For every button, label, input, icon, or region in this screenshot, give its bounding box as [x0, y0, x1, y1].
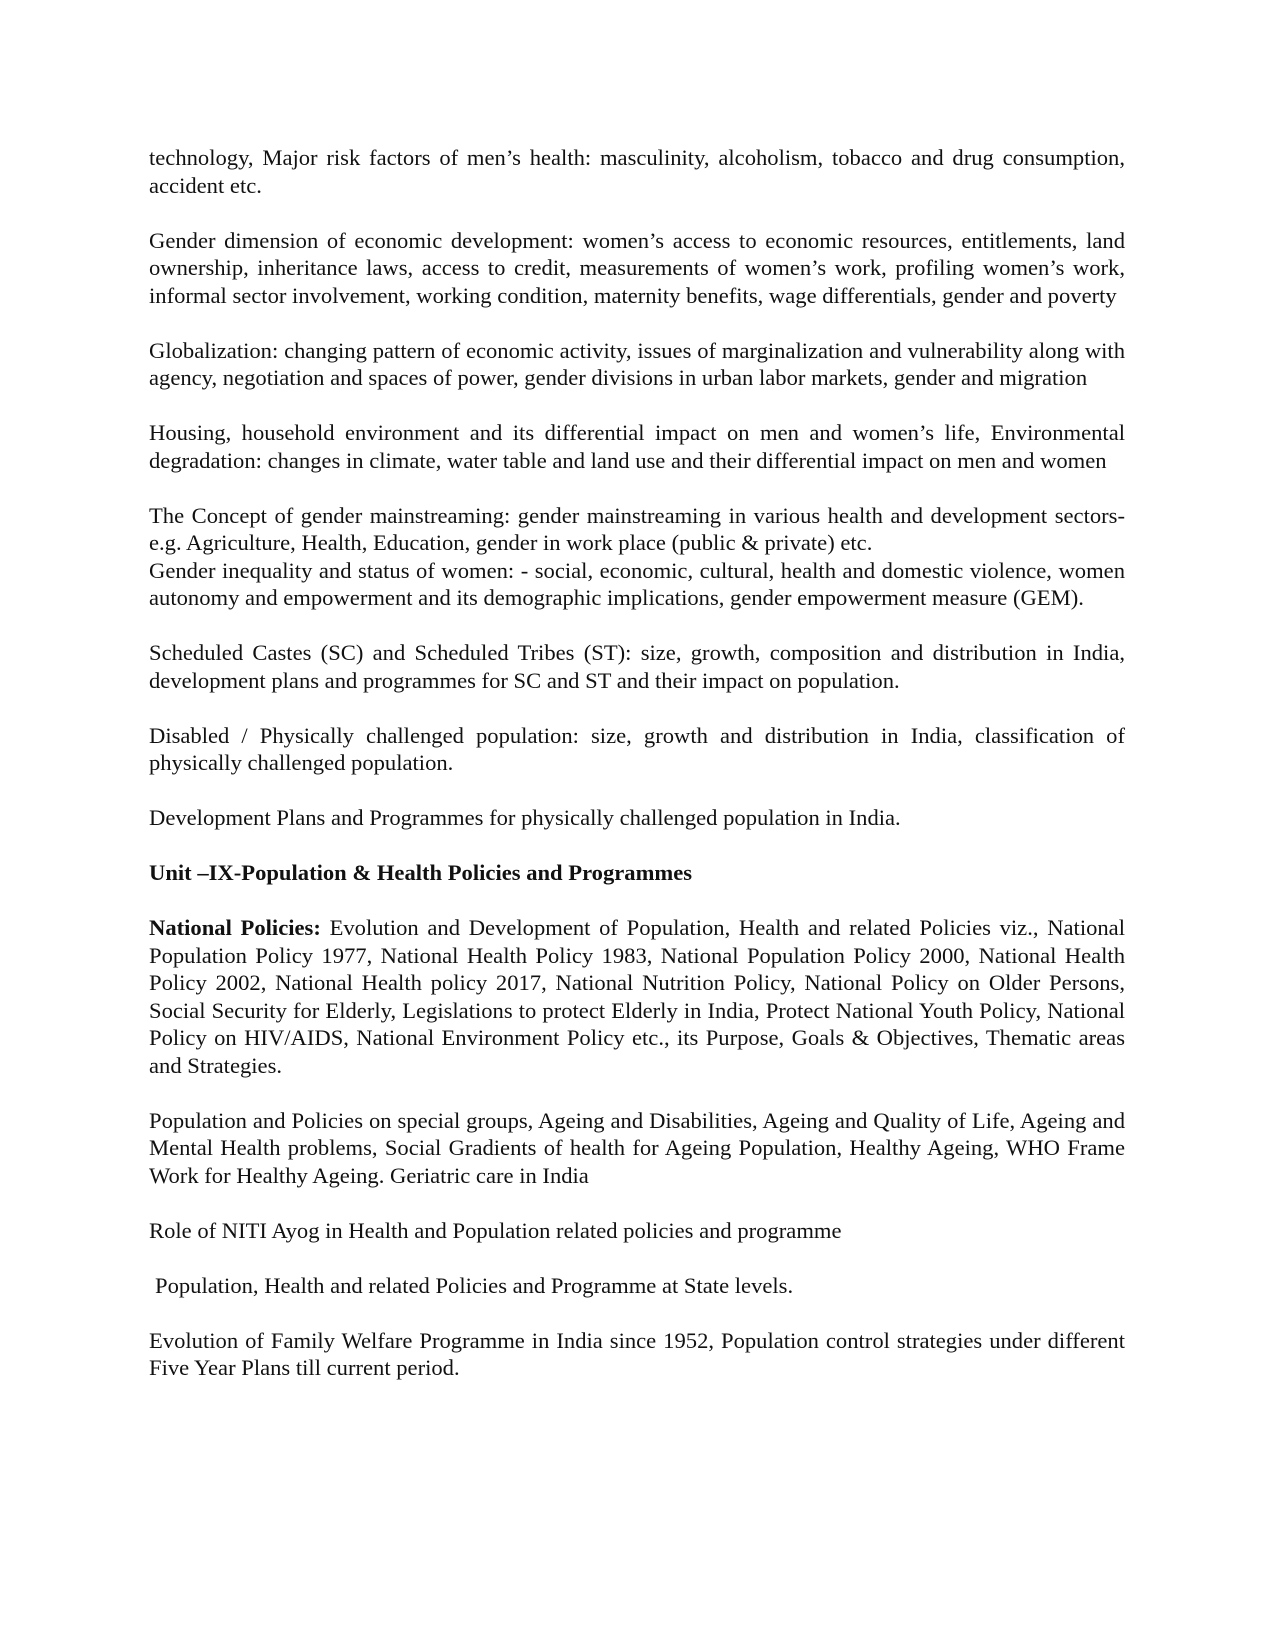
paragraph-state-level-policies: Population, Health and related Policies and Programme at State levels.: [155, 1272, 794, 1298]
document-page: [149, 144, 1125, 1409]
national-policies-text: Evolution and Development of Population, Health and related Policies viz., National Population Policy 1977, National Health Policy 1983, National Population Policy 2000, National Health Policy 2002, National Health policy 2017, National Nutrition Policy, National Policy on Older Persons, Social Security for Elderly, Legislations to protect Elderly in India, Protect National Youth Policy, National Policy on HIV/AIDS, National Environment Policy etc., its Purpose, Goals & Objectives, Thematic areas and Strategies.: [149, 915, 1125, 1078]
national-policies-label: National Policies:: [149, 915, 321, 940]
paragraph-gender-mainstreaming: The Concept of gender mainstreaming: gender mainstreaming in various health and development sectors- e.g. Agriculture, Health, Education, gender in work place (public & private) etc.: [149, 502, 1125, 555]
paragraph-globalization: Globalization: changing pattern of economic activity, issues of marginalization and vulnerability along with agency, negotiation and spaces of power, gender divisions in urban labor markets, gender and migration: [149, 337, 1125, 390]
paragraph-special-groups-ageing: Population and Policies on special groups, Ageing and Disabilities, Ageing and Quality of Life, Ageing and Mental Health problems, Social Gradients of health for Ageing Population, Healthy Ageing, WHO Frame Work for Healthy Ageing. Geriatric care in India: [149, 1107, 1125, 1188]
paragraph-mens-health-risk-factors: technology, Major risk factors of men’s health: masculinity, alcoholism, tobacco and drug consumption, accident etc.: [149, 145, 1125, 198]
unit-ix-heading: Unit –IX-Population & Health Policies and Programmes: [149, 860, 693, 885]
paragraph-gender-economic-development: Gender dimension of economic development: women’s access to economic resources, entitlements, land ownership, inheritance laws, access to credit, measurements of women’s work, profiling women’s work, informal sector involvement, working condition, maternity benefits, wage differentials, gender and poverty: [149, 227, 1125, 308]
paragraph-niti-ayog: Role of NITI Ayog in Health and Population related policies and programme: [149, 1217, 842, 1243]
paragraph-development-plans-disabled: Development Plans and Programmes for physically challenged population in India.: [149, 805, 901, 830]
paragraph-family-welfare-evolution: Evolution of Family Welfare Programme in India since 1952, Population control strategies under different Five Year Plans till current period.: [149, 1327, 1125, 1380]
paragraph-sc-st: Scheduled Castes (SC) and Scheduled Tribes (ST): size, growth, composition and distribution in India, development plans and programmes for SC and ST and their impact on population.: [149, 640, 1125, 693]
paragraph-national-policies: [149, 914, 1125, 1079]
paragraph-housing-environment: Housing, household environment and its differential impact on men and women’s life, Environmental degradation: changes in climate, water table and land use and their differential impact on men and women: [149, 420, 1125, 473]
paragraph-gender-inequality: Gender inequality and status of women: - social, economic, cultural, health and domestic violence, women autonomy and empowerment and its demographic implications, gender empowerment measure (GEM).: [149, 557, 1125, 610]
paragraph-disabled-population: Disabled / Physically challenged population: size, growth and distribution in India, classification of physically challenged population.: [149, 722, 1125, 775]
